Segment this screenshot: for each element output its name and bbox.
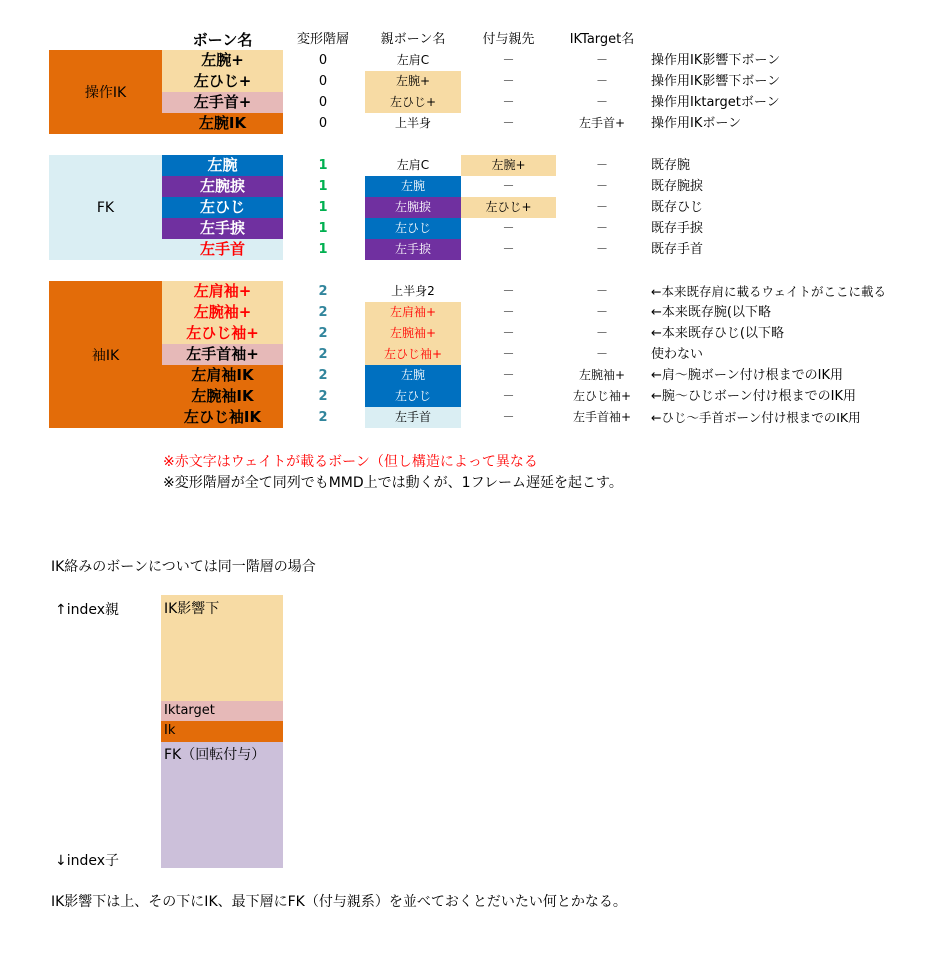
iktarget-cell: －	[595, 74, 608, 88]
assign-cell: －	[502, 53, 515, 67]
parent-cell: 左ひじ	[365, 218, 461, 239]
assign-cell: －	[502, 221, 515, 235]
block-ik-label: Ik	[164, 723, 176, 738]
note-cell: ←本来既存腕(以下略	[651, 305, 771, 320]
red-text-note: ※赤文字はウェイトが載るボーン（但し構造によって異なる	[163, 454, 538, 470]
iktarget-cell: 左腕袖+	[578, 368, 626, 382]
note-cell: 操作用IKボーン	[651, 116, 742, 131]
note-cell: 使わない	[651, 347, 704, 362]
bone-cell: 左腕+	[162, 50, 283, 71]
block-ik	[161, 721, 283, 742]
header-iktarget: IKTarget名	[569, 32, 635, 47]
assign-cell: －	[502, 95, 515, 109]
group-ik-op: 操作IK	[49, 50, 162, 134]
iktarget-cell: 左ひじ袖+	[572, 389, 632, 403]
iktarget-cell: 左手首+	[578, 116, 626, 130]
assign-cell: －	[502, 347, 515, 361]
level-cell: 2	[318, 410, 328, 425]
bone-cell: 左手首袖+	[162, 344, 283, 365]
assign-cell: －	[502, 116, 515, 130]
group-sleeve-ik: 袖IK	[49, 281, 162, 428]
note-cell: 既存手首	[651, 242, 704, 257]
block-fk-label: FK（回転付与）	[164, 747, 266, 763]
diagram-title: IK絡みのボーンについては同一階層の場合	[51, 559, 316, 575]
assign-cell: －	[502, 74, 515, 88]
level-cell: 1	[318, 179, 328, 194]
bone-cell: 左ひじ	[162, 197, 283, 218]
note-cell: 既存ひじ	[651, 200, 704, 215]
bone-cell: 左肩袖IK	[162, 365, 283, 386]
note-cell: ←本来既存肩に載るウェイトがここに載る	[651, 284, 886, 299]
parent-cell: 左腕	[365, 176, 461, 197]
parent-cell: 左肩C	[396, 53, 430, 67]
level-cell: 2	[318, 284, 328, 299]
bone-cell: 左手首+	[162, 92, 283, 113]
note-cell: 既存手捩	[651, 221, 704, 236]
note-cell: ←本来既存ひじ(以下略	[651, 326, 784, 341]
level-cell: 0	[318, 95, 328, 110]
level-cell: 0	[318, 116, 328, 131]
block-ik-influence	[161, 595, 283, 701]
iktarget-cell: －	[595, 284, 608, 298]
level-cell: 1	[318, 158, 328, 173]
level-cell: 0	[318, 74, 328, 89]
note-cell: ←ひじ～手首ボーン付け根までのIK用	[651, 410, 861, 425]
note-cell: 操作用IK影響下ボーン	[651, 74, 781, 89]
block-iktarget-label: Iktarget	[164, 703, 215, 718]
parent-cell: 左手首	[365, 407, 461, 428]
header-level: 変形階層	[296, 32, 349, 47]
parent-cell: 左肩袖+	[365, 302, 461, 323]
iktarget-cell: －	[595, 347, 608, 361]
level-cell: 0	[318, 53, 328, 68]
assign-cell: －	[502, 284, 515, 298]
assign-cell: －	[502, 242, 515, 256]
iktarget-cell: －	[595, 158, 608, 172]
level-cell: 2	[318, 368, 328, 383]
level-cell: 2	[318, 305, 328, 320]
bone-cell: 左ひじ袖IK	[162, 407, 283, 428]
iktarget-cell: －	[595, 221, 608, 235]
level-note: ※変形階層が全て同列でもMMD上では動くが、1フレーム遅延を起こす。	[163, 475, 623, 491]
note-cell: 既存腕	[651, 158, 691, 173]
assign-cell: －	[502, 305, 515, 319]
diagram-footer: IK影響下は上、その下にIK、最下層にFK（付与親系）を並べておくとだいたい何とかなる。	[51, 894, 627, 910]
bone-cell: 左ひじ+	[162, 71, 283, 92]
level-cell: 1	[318, 221, 328, 236]
parent-cell: 左ひじ+	[365, 92, 461, 113]
parent-cell: 左手捩	[365, 239, 461, 260]
assign-cell: －	[502, 179, 515, 193]
iktarget-cell: －	[595, 305, 608, 319]
note-cell: 操作用IK影響下ボーン	[651, 53, 781, 68]
block-iktarget	[161, 701, 283, 721]
bone-cell: 左腕	[162, 155, 283, 176]
iktarget-cell: －	[595, 326, 608, 340]
level-cell: 1	[318, 200, 328, 215]
parent-cell: 上半身2	[391, 284, 435, 298]
iktarget-cell: －	[595, 242, 608, 256]
iktarget-cell: －	[595, 53, 608, 67]
level-cell: 2	[318, 389, 328, 404]
assign-cell: －	[502, 410, 515, 424]
group-fk: FK	[49, 155, 162, 260]
bone-cell: 左腕捩	[162, 176, 283, 197]
iktarget-cell: －	[595, 200, 608, 214]
assign-cell: －	[502, 326, 515, 340]
bone-cell: 左手捩	[162, 218, 283, 239]
block-ik-influence-label: IK影響下	[164, 601, 220, 617]
iktarget-cell: －	[595, 95, 608, 109]
note-cell: 操作用Iktargetボーン	[651, 95, 780, 110]
bone-cell: 左ひじ袖+	[162, 323, 283, 344]
bone-cell: 左肩袖+	[162, 281, 283, 302]
iktarget-cell: 左手首袖+	[572, 410, 632, 424]
parent-cell: 左腕+	[365, 71, 461, 92]
note-cell: ←腕～ひじボーン付け根までのIK用	[651, 389, 856, 404]
assign-cell: 左ひじ+	[461, 197, 556, 218]
parent-cell: 左腕	[365, 365, 461, 386]
level-cell: 2	[318, 326, 328, 341]
index-child-label: ↓index子	[55, 853, 120, 869]
block-fk	[161, 742, 283, 868]
assign-cell: 左腕+	[461, 155, 556, 176]
header-parent: 親ボーン名	[380, 32, 446, 47]
level-cell: 1	[318, 242, 328, 257]
iktarget-cell: －	[595, 179, 608, 193]
parent-cell: 左ひじ	[365, 386, 461, 407]
parent-cell: 左ひじ袖+	[365, 344, 461, 365]
parent-cell: 左腕捩	[365, 197, 461, 218]
parent-cell: 左腕袖+	[365, 323, 461, 344]
header-assign: 付与親先	[482, 32, 535, 47]
bone-cell: 左腕袖IK	[162, 386, 283, 407]
index-parent-label: ↑index親	[55, 602, 120, 618]
bone-cell: 左手首	[162, 239, 283, 260]
header-bone-name: ボーン名	[192, 31, 253, 49]
assign-cell: －	[502, 389, 515, 403]
parent-cell: 左肩C	[396, 158, 430, 172]
parent-cell: 上半身	[394, 116, 431, 130]
assign-cell: －	[502, 368, 515, 382]
note-cell: ←肩～腕ボーン付け根までのIK用	[651, 368, 843, 383]
bone-cell: 左腕IK	[162, 113, 283, 134]
level-cell: 2	[318, 347, 328, 362]
note-cell: 既存腕捩	[651, 179, 704, 194]
bone-cell: 左腕袖+	[162, 302, 283, 323]
